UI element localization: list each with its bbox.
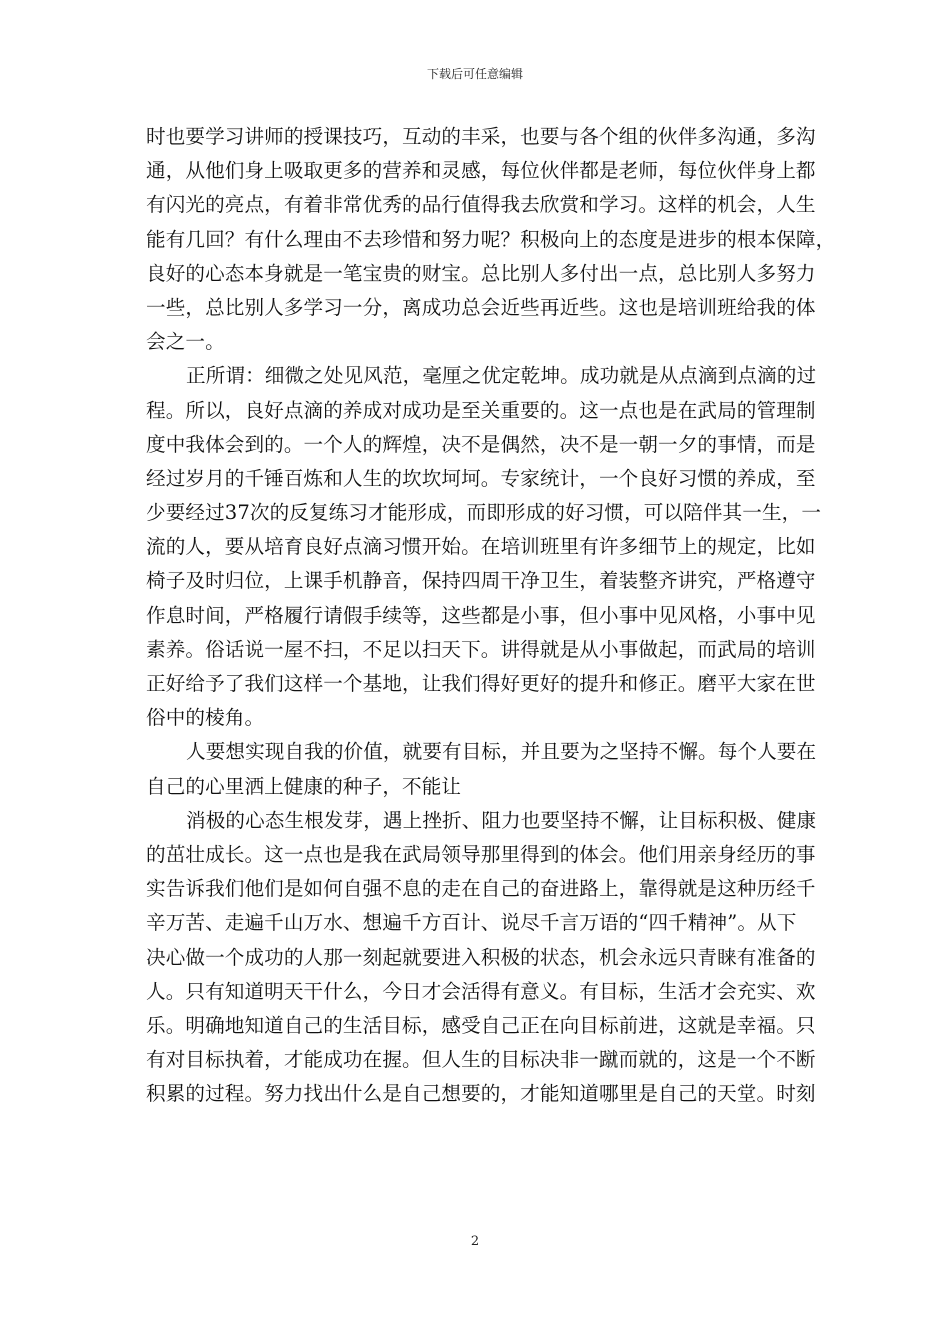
document-body bbox=[146, 120, 836, 1111]
text-line: 时也要学习讲师的授课技巧，互动的丰采，也要与各个组的伙伴多沟通，多沟 bbox=[146, 125, 816, 148]
text-line: 椅子及时归位，上课手机静音，保持四周干净卫生，着装整齐讲究，严格遵守 bbox=[146, 569, 816, 593]
text-line: 会之一。 bbox=[146, 330, 225, 354]
paragraph-first-line: 消极的心态生根发芽，遇上挫折、阻力也要坚持不懈，让目标积极、健康 bbox=[186, 808, 817, 832]
text-line: 良好的心态本身就是一笔宝贵的财宝。总比别人多付出一点，总比别人多努力 bbox=[146, 261, 816, 285]
text-line: 有对目标执着，才能成功在握。但人生的目标决非一蹴而就的，这是一个不断 bbox=[146, 1048, 816, 1072]
page-number: 2 bbox=[470, 1234, 480, 1249]
text-line: 能有几回？有什么理由不去珍惜和努力呢？积极向上的态度是进步的根本保障， bbox=[146, 227, 836, 251]
text-line: 程。所以，良好点滴的养成对成功是至关重要的。这一点也是在武局的管理制 bbox=[146, 398, 816, 422]
paragraph-first-line: 正所谓：细微之处见风范，毫厘之优定乾坤。成功就是从点滴到点滴的过 bbox=[186, 364, 817, 388]
text-line: 实告诉我们他们是如何自强不息的走在自己的奋进路上，靠得就是这种历经千 bbox=[146, 877, 816, 901]
text-line: 有闪光的亮点，有着非常优秀的品行值得我去欣赏和学习。这样的机会，人生 bbox=[146, 193, 816, 217]
page-header: 下载后可任意编辑 bbox=[426, 67, 523, 81]
text-line: 乐。明确地知道自己的生活目标，感受自己正在向目标前进，这就是幸福。只 bbox=[146, 1013, 816, 1037]
text-line: 流的人，要从培育良好点滴习惯开始。在培训班里有许多细节上的规定，比如 bbox=[146, 535, 816, 559]
text-line: 自己的心里洒上健康的种子，不能让 bbox=[146, 774, 462, 798]
text-line: 通，从他们身上吸取更多的营养和灵感，每位伙伴都是老师，每位伙伴身上都 bbox=[146, 159, 816, 183]
text-line: 俗中的棱角。 bbox=[146, 706, 265, 730]
text-line: 的茁壮成长。这一点也是我在武局领导那里得到的体会。他们用亲身经历的事 bbox=[146, 842, 816, 866]
text-line: 积累的过程。努力找出什么是自己想要的，才能知道哪里是自己的天堂。时刻 bbox=[146, 1082, 816, 1106]
paragraph-first-line: 人要想实现自我的价值，就要有目标，并且要为之坚持不懈。每个人要在 bbox=[186, 740, 817, 764]
text-line: 一些，总比别人多学习一分，离成功总会近些再近些。这也是培训班给我的体 bbox=[146, 295, 816, 319]
text-line: 正好给予了我们这样一个基地，让我们得好更好的提升和修正。磨平大家在世 bbox=[146, 672, 816, 695]
text-line: 少要经过37次的反复练习才能形成，而即形成的好习惯，可以陪伴其一生，一 bbox=[146, 501, 822, 525]
text-line: 决心做一个成功的人那一刻起就要进入积极的状态，机会永远只青睐有准备的 bbox=[146, 945, 816, 969]
text-line: 辛万苦、走遍千山万水、想遍千方百计、说尽千言万语的“四千精神”。从下 bbox=[146, 911, 797, 935]
text-line: 经过岁月的千锤百炼和人生的坎坎坷坷。专家统计，一个良好习惯的养成，至 bbox=[146, 466, 816, 490]
text-line: 素养。俗话说一屋不扫，不足以扫天下。讲得就是从小事做起，而武局的培训 bbox=[146, 637, 816, 661]
text-line: 度中我体会到的。一个人的辉煌，决不是偶然，决不是一朝一夕的事情，而是 bbox=[146, 432, 816, 456]
text-line: 作息时间，严格履行请假手续等，这些都是小事，但小事中见风格，小事中见 bbox=[146, 603, 816, 627]
text-line: 人。只有知道明天干什么，今日才会活得有意义。有目标，生活才会充实、欢 bbox=[146, 979, 816, 1003]
